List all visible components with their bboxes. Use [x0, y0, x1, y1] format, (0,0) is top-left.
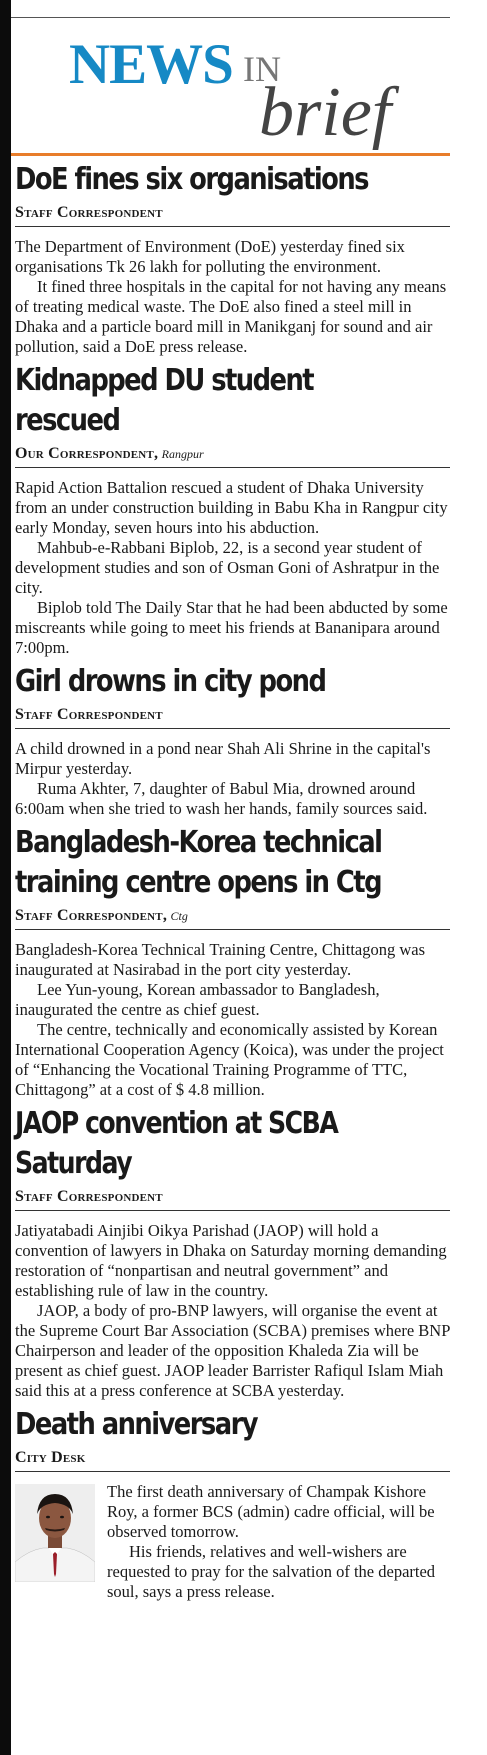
story-paragraph: JAOP, a body of pro-BNP lawyers, will organise the event at the Supreme Court Bar Association (SCBA) premises where BNP Chairperson and leader of the opposition Khaleda Zia will be present as chief guest. JAOP leader Barrister Rafiqul Islam Miah said this at a press conference at SCBA yesterday.	[15, 1301, 450, 1400]
masthead	[11, 18, 450, 156]
story-body	[15, 940, 450, 1100]
news-column	[15, 160, 450, 1606]
story-paragraph: A child drowned in a pond near Shah Ali Shrine in the capital's Mirpur yesterday.	[15, 739, 431, 778]
story-byline	[15, 906, 450, 930]
story-paragraph: Mahbub-e-Rabbani Biplob, 22, is a second year student of development studies and son of Osman Goni of Ashratpur in the city.	[15, 538, 440, 597]
left-margin-bar	[0, 0, 11, 1755]
story-paragraph: Lee Yun-young, Korean ambassador to Bangladesh, inaugurated the centre as chief guest.	[15, 980, 380, 1019]
story-byline	[15, 705, 450, 729]
story-headline: Bangladesh-Korea technical training centre opens in Ctg	[15, 825, 382, 900]
story-body	[15, 1482, 450, 1602]
story-body	[15, 1221, 450, 1401]
story-headline: JAOP convention at SCBA Saturday	[15, 1106, 338, 1181]
byline-role: Staff Correspondent	[15, 204, 163, 221]
story-paragraph: Bangladesh-Korea Technical Training Centre, Chittagong was inaugurated at Nasirabad in the port city yesterday.	[15, 940, 426, 979]
story-paragraph: His friends, relatives and well-wishers are requested to pray for the salvation of the departed soul, says a press release.	[107, 1542, 436, 1601]
story-paragraph: The first death anniversary of Champak Kishore Roy, a former BCS (admin) cadre official, will be observed tomorrow.	[107, 1482, 435, 1541]
story-body	[15, 478, 450, 658]
story-byline	[15, 203, 450, 227]
byline-role: Staff Correspondent	[15, 1188, 163, 1205]
story-paragraph: Biplob told The Daily Star that he had been abducted by some miscreants while going to meet his friends at Bananipara around 7:00pm.	[15, 598, 448, 657]
story-paragraph: The Department of Environment (DoE) yesterday fined six organisations Tk 26 lakh for polluting the environment.	[15, 237, 405, 276]
byline-role: Our Correspondent,	[15, 445, 159, 462]
story-kidnapped-student	[15, 361, 450, 658]
story-byline	[15, 1187, 450, 1211]
byline-place: Ctg	[170, 909, 188, 923]
portrait-image	[15, 1484, 95, 1582]
story-body	[15, 739, 450, 819]
story-death-anniversary	[15, 1405, 450, 1602]
story-paragraph: Ruma Akhter, 7, daughter of Babul Mia, drowned around 6:00am when she tried to wash her hands, family sources said.	[15, 779, 428, 818]
masthead-rule	[11, 153, 450, 156]
story-headline: Kidnapped DU student rescued	[15, 363, 314, 438]
byline-role: Staff Correspondent,	[15, 907, 168, 924]
masthead-brief: brief	[259, 74, 392, 151]
masthead-news: NEWS	[69, 33, 233, 96]
masthead-in: IN	[243, 49, 281, 89]
portrait-photo	[15, 1484, 95, 1582]
byline-place: Rangpur	[161, 447, 204, 461]
byline-role: Staff Correspondent	[15, 706, 163, 723]
story-body	[15, 237, 450, 357]
story-jaop-convention	[15, 1104, 450, 1401]
story-headline: Girl drowns in city pond	[15, 664, 326, 699]
story-training-centre	[15, 823, 450, 1100]
story-paragraph: Rapid Action Battalion rescued a student of Dhaka University from an under construction building in Babu Kha in Rangpur city early Monday, seven hours into his abduction.	[15, 478, 448, 537]
story-girl-drowns	[15, 662, 450, 819]
story-headline: DoE fines six organisations	[15, 162, 368, 197]
story-byline	[15, 444, 450, 468]
story-paragraph: Jatiyatabadi Ainjibi Oikya Parishad (JAOP) will hold a convention of lawyers in Dhaka on Saturday morning demanding restoration of “nonpartisan and neutral government” and establishing rule of law in the country.	[15, 1221, 447, 1300]
story-paragraph: The centre, technically and economically assisted by Korean International Cooperation Agency (Koica), was under the project of “Enhancing the Vocational Training Programme of TTC, Chittagong” at a cost of $ 4.8 million.	[15, 1020, 444, 1099]
story-doe-fines	[15, 160, 450, 357]
story-headline: Death anniversary	[15, 1407, 258, 1442]
story-paragraph: It fined three hospitals in the capital for not having any means of treating medical waste. The DoE also fined a steel mill in Dhaka and a particle board mill in Manikganj for sound and air pollution, said a DoE press release.	[15, 277, 447, 356]
story-byline	[15, 1448, 450, 1472]
byline-role: City Desk	[15, 1449, 86, 1466]
